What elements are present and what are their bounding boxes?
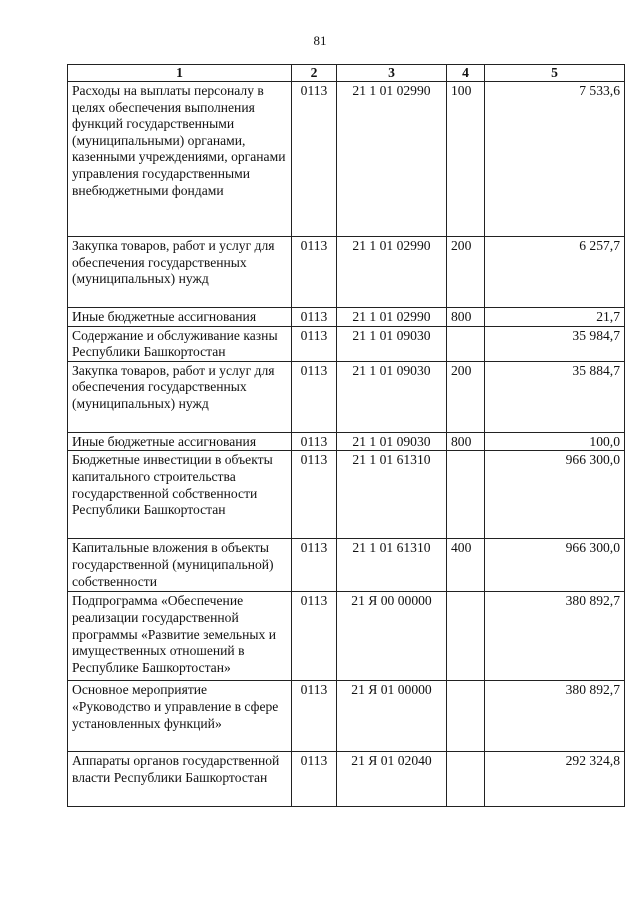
row-amount: 966 300,0 [485, 451, 625, 539]
column-header-2: 2 [292, 65, 337, 82]
row-section: 0113 [292, 361, 337, 432]
row-name: Закупка товаров, работ и услуг для обеспечения государственных (муниципальных) нужд [68, 361, 292, 432]
table-row [68, 752, 625, 807]
row-section: 0113 [292, 451, 337, 539]
row-amount: 21,7 [485, 308, 625, 327]
table-row [68, 451, 625, 539]
row-expense-type [447, 451, 485, 539]
table-row [68, 82, 625, 237]
row-section: 0113 [292, 592, 337, 681]
budget-table [67, 64, 625, 807]
row-section: 0113 [292, 432, 337, 451]
row-target-article: 21 1 01 09030 [337, 432, 447, 451]
row-amount: 292 324,8 [485, 752, 625, 807]
row-target-article: 21 1 01 02990 [337, 237, 447, 308]
row-expense-type: 200 [447, 361, 485, 432]
row-section: 0113 [292, 681, 337, 752]
row-amount: 7 533,6 [485, 82, 625, 237]
row-target-article: 21 Я 00 00000 [337, 592, 447, 681]
row-expense-type: 800 [447, 308, 485, 327]
row-amount: 380 892,7 [485, 681, 625, 752]
table-row [68, 539, 625, 592]
row-target-article: 21 Я 01 00000 [337, 681, 447, 752]
table-row [68, 432, 625, 451]
row-amount: 100,0 [485, 432, 625, 451]
column-header-3: 3 [337, 65, 447, 82]
table-row [68, 326, 625, 361]
row-expense-type: 400 [447, 539, 485, 592]
row-name: Закупка товаров, работ и услуг для обеспечения государственных (муниципальных) нужд [68, 237, 292, 308]
row-amount: 6 257,7 [485, 237, 625, 308]
row-amount: 35 884,7 [485, 361, 625, 432]
row-target-article: 21 Я 01 02040 [337, 752, 447, 807]
row-name: Содержание и обслуживание казны Республики Башкортостан [68, 326, 292, 361]
row-expense-type [447, 681, 485, 752]
row-section: 0113 [292, 308, 337, 327]
row-amount: 380 892,7 [485, 592, 625, 681]
row-section: 0113 [292, 82, 337, 237]
column-header-4: 4 [447, 65, 485, 82]
row-name: Подпрограмма «Обеспечение реализации государственной программы «Развитие земельных и имущественных отношений в Республике Башкортостан» [68, 592, 292, 681]
row-target-article: 21 1 01 02990 [337, 308, 447, 327]
table-row [68, 308, 625, 327]
row-expense-type: 200 [447, 237, 485, 308]
row-section: 0113 [292, 237, 337, 308]
row-name: Иные бюджетные ассигнования [68, 308, 292, 327]
row-expense-type: 100 [447, 82, 485, 237]
row-amount: 35 984,7 [485, 326, 625, 361]
column-header-1: 1 [68, 65, 292, 82]
row-name: Иные бюджетные ассигнования [68, 432, 292, 451]
row-target-article: 21 1 01 02990 [337, 82, 447, 237]
table-row [68, 681, 625, 752]
row-expense-type [447, 592, 485, 681]
column-header-5: 5 [485, 65, 625, 82]
row-expense-type [447, 752, 485, 807]
row-section: 0113 [292, 326, 337, 361]
table-header-row [68, 65, 625, 82]
row-target-article: 21 1 01 61310 [337, 539, 447, 592]
table-row [68, 592, 625, 681]
row-name: Капитальные вложения в объекты государственной (муниципальной) собственности [68, 539, 292, 592]
table-row [68, 237, 625, 308]
row-name: Расходы на выплаты персоналу в целях обеспечения выполнения функций государственными (муниципальными) органами, казенными учреждениями, органами управления государственными внебюджетными фондами [68, 82, 292, 237]
row-target-article: 21 1 01 09030 [337, 326, 447, 361]
row-expense-type: 800 [447, 432, 485, 451]
table-row [68, 361, 625, 432]
row-name: Бюджетные инвестиции в объекты капитального строительства государственной собственности Республики Башкортостан [68, 451, 292, 539]
row-amount: 966 300,0 [485, 539, 625, 592]
row-section: 0113 [292, 539, 337, 592]
row-target-article: 21 1 01 61310 [337, 451, 447, 539]
row-section: 0113 [292, 752, 337, 807]
page-number: 81 [313, 33, 327, 48]
row-target-article: 21 1 01 09030 [337, 361, 447, 432]
row-name: Аппараты органов государственной власти Республики Башкортостан [68, 752, 292, 807]
row-name: Основное мероприятие «Руководство и управление в сфере установленных функций» [68, 681, 292, 752]
row-expense-type [447, 326, 485, 361]
